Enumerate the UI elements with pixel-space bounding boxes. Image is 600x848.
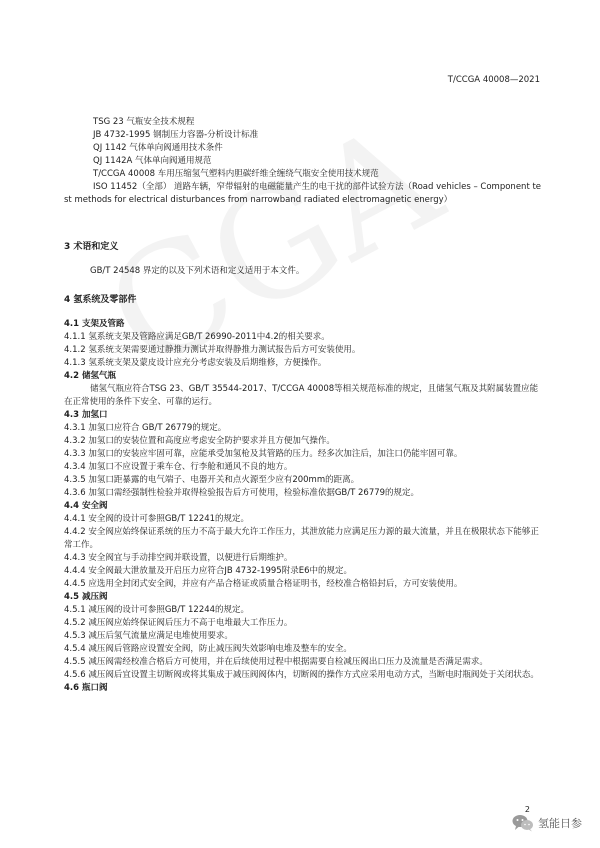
subsection-heading: 4.4 安全阀 [64, 501, 108, 511]
clause-item: 4.5.3 减压后氢气流量应满足电堆使用要求。 [64, 631, 233, 641]
subsection-heading: 4.2 储氢气瓶 [64, 371, 117, 381]
clause-item: 4.5.1 减压阀的设计可参照GB/T 12244的规定。 [64, 605, 250, 615]
clause-item: 4.4.5 应选用全封闭式安全阀，并应有产品合格证或质量合格证明书，经校准合格铅封后，方可安装使用。 [64, 579, 463, 589]
reference-item: TSG 23 气瓶安全技术规程 [93, 117, 195, 127]
clause-item: 4.4.1 安全阀的设计可参照GB/T 12241的规定。 [64, 514, 250, 524]
subsection-heading: 4.5 减压阀 [64, 592, 108, 602]
wechat-source-badge [512, 814, 582, 832]
clause-item: 4.3.3 加氢口的安装应牢固可靠，应能承受加氢枪及其管路的压力。经多次加注后，加注口仍能牢固可靠。 [64, 449, 463, 459]
clause-item: 4.3.4 加氢口不应设置于乘车仓、行李舱和通风不良的地方。 [64, 462, 293, 472]
reference-item: JB 4732-1995 钢制压力容器-分析设计标准 [93, 130, 259, 140]
subsection-heading: 4.6 瓶口阀 [64, 683, 108, 693]
clause-item: 4.1.1 氢系统支架及管路应满足GB/T 26990-2011中4.2的相关要求。 [64, 332, 330, 342]
clause-item: 4.1.3 氢系统支架及蒙皮设计应充分考虑安装及后期维修，方便操作。 [64, 358, 327, 368]
clause-item: 4.4.4 安全阀最大泄放量及开启压力应符合JB 4732-1995附录E6中的规定。 [64, 566, 352, 576]
clause-item: 4.4.3 安全阀宜与手动排空阀并联设置，以便进行后期维护。 [64, 553, 293, 563]
section-3-body: GB/T 24548 界定的以及下列术语和定义适用于本文件。 [90, 266, 305, 276]
normative-references [64, 116, 544, 207]
clause-item: 4.3.5 加氢口距暴露的电气端子、电器开关和点火源至少应有200mm的距离。 [64, 475, 360, 485]
clause-item: 4.4.2 安全阀应始终保证系统的压力不高于最大允许工作压力，其泄放能力应满足压力源的最大流量，并且在极限状态下能够正常工作。 [64, 527, 539, 550]
document-code: T/CCGA 40008—2021 [447, 75, 540, 85]
clause-item: 4.1.2 氢系统支架需要通过静推力测试并取得静推力测试报告后方可安装使用。 [64, 345, 361, 355]
clause-item: 4.5.2 减压阀应始终保证阀后压力不高于电堆最大工作压力。 [64, 618, 293, 628]
reference-item: T/CCGA 40008 车用压缩氢气塑料内胆碳纤维全缠绕气瓶安全使用技术规范 [93, 169, 379, 179]
wechat-icon [512, 814, 534, 832]
reference-item: QJ 1142 气体单向阀通用技术条件 [93, 143, 223, 153]
paragraph: 储氢气瓶应符合TSG 23、GB/T 35544-2017、T/CCGA 40008等相关规范标准的规定，且储氢气瓶及其附属装置应能在正常使用的条件下安全、可靠的运行。 [64, 384, 539, 407]
section-4-content [64, 318, 546, 695]
clause-item: 4.3.2 加氢口的安装位置和高度应考虑安全防护要求并且方便加气操作。 [64, 436, 335, 446]
wechat-source-name: 氢能日参 [538, 816, 582, 830]
reference-item: ISO 11452（全部） 道路车辆，窄带辐射的电磁能量产生的电干扰的部件试验方法（Road vehicles – Component test methods for electrical disturbances from narrowband radiated electromagnetic energy） [64, 182, 542, 205]
section-3-title: 3 术语和定义 [64, 242, 119, 252]
clause-item: 4.5.5 减压阀需经校准合格后方可使用，并在后续使用过程中根据需要自检减压阀出口压力及流量是否满足需求。 [64, 657, 488, 667]
reference-item: QJ 1142A 气体单向阀通用规范 [93, 156, 212, 166]
subsection-heading: 4.1 支架及管路 [64, 319, 125, 329]
clause-item: 4.3.6 加氢口需经强制性检验并取得检验报告后方可使用，检验标准依据GB/T 26779的规定。 [64, 488, 420, 498]
clause-item: 4.5.6 减压阀后宜设置主切断阀或将其集成于减压阀阀体内，切断阀的操作方式应采用电动方式，当断电时瓶阀处于关闭状态。 [64, 670, 539, 680]
clause-item: 4.3.1 加氢口应符合 GB/T 26779的规定。 [64, 423, 227, 433]
page-number: 2 [524, 805, 530, 814]
clause-item: 4.5.4 减压阀后管路应设置安全阀，防止减压阀失效影响电堆及整车的安全。 [64, 644, 352, 654]
section-4-title: 4 氢系统及零部件 [64, 295, 137, 305]
subsection-heading: 4.3 加氢口 [64, 410, 108, 420]
